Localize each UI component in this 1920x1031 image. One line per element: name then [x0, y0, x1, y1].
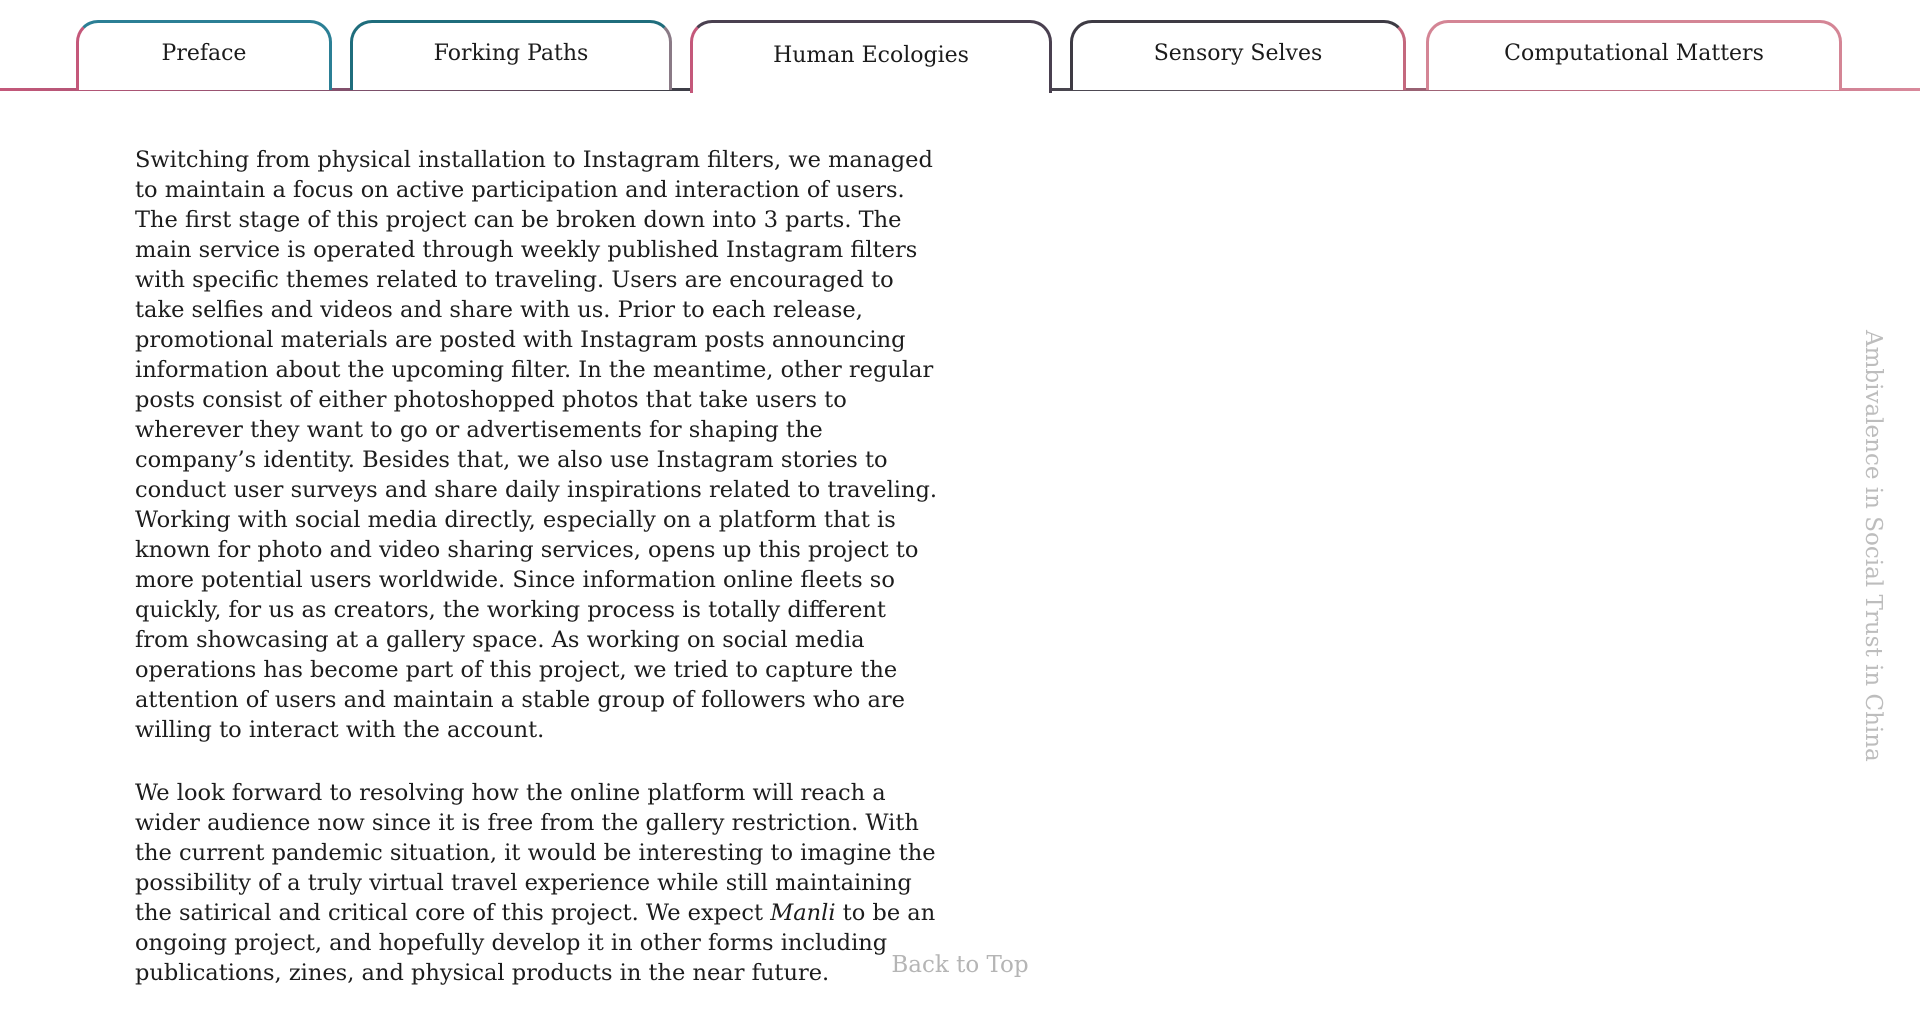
side-title: Ambivalence in Social Trust in China [1860, 330, 1886, 762]
tab-computational-matters[interactable] [1426, 20, 1842, 90]
article-body [135, 145, 945, 1021]
tab-human-ecologies-label: Human Ecologies [773, 42, 969, 68]
paragraph-2-text-end: to be an ongoing project, and hopefully develop it in other forms including publications, zines, and physical products in the near future. [135, 900, 936, 986]
back-to-top-link[interactable]: Back to Top [891, 952, 1029, 978]
tab-preface-label: Preface [161, 41, 247, 66]
project-name: Manli [770, 900, 836, 926]
tab-preface[interactable] [76, 20, 332, 90]
tab-human-ecologies[interactable] [690, 20, 1052, 93]
tab-sensory-selves-label: Sensory Selves [1153, 41, 1323, 66]
tab-computational-matters-label: Computational Matters [1504, 41, 1764, 66]
tab-sensory-selves[interactable] [1070, 20, 1406, 90]
tab-forking-paths-label: Forking Paths [433, 41, 589, 66]
paragraph-1: Switching from physical installation to Instagram filters, we managed to maintain a focus on active participation and interaction of users. The first stage of this project can be broken down into 3 parts. The main service is operated through weekly published Instagram filters with specific themes related to traveling. Users are encouraged to take selfies and videos and share with us. Prior to each release, promotional materials are posted with Instagram posts announcing information about the upcoming filter. In the meantime, other regular posts consist of either photoshopped photos that take users to wherever they want to go or advertisements for shaping the company’s identity. Besides that, we also use Instagram stories to conduct user surveys and share daily inspirations related to traveling. Working with social media directly, especially on a platform that is known for photo and video sharing services, opens up this project to more potential users worldwide. Since information online fleets so quickly, for us as creators, the working process is totally different from showcasing at a gallery space. As working on social media operations has become part of this project, we tried to capture the attention of users and maintain a stable group of followers who are willing to interact with the account. [135, 147, 938, 743]
paragraph-2-text-start: We look forward to resolving how the online platform will reach a wider audience now since it is free from the gallery restriction. With the current pandemic situation, it would be interesting to imagine the possibility of a truly virtual travel experience while still maintaining the satirical and critical core of this project. We expect [135, 780, 936, 926]
tab-forking-paths[interactable] [350, 20, 672, 90]
